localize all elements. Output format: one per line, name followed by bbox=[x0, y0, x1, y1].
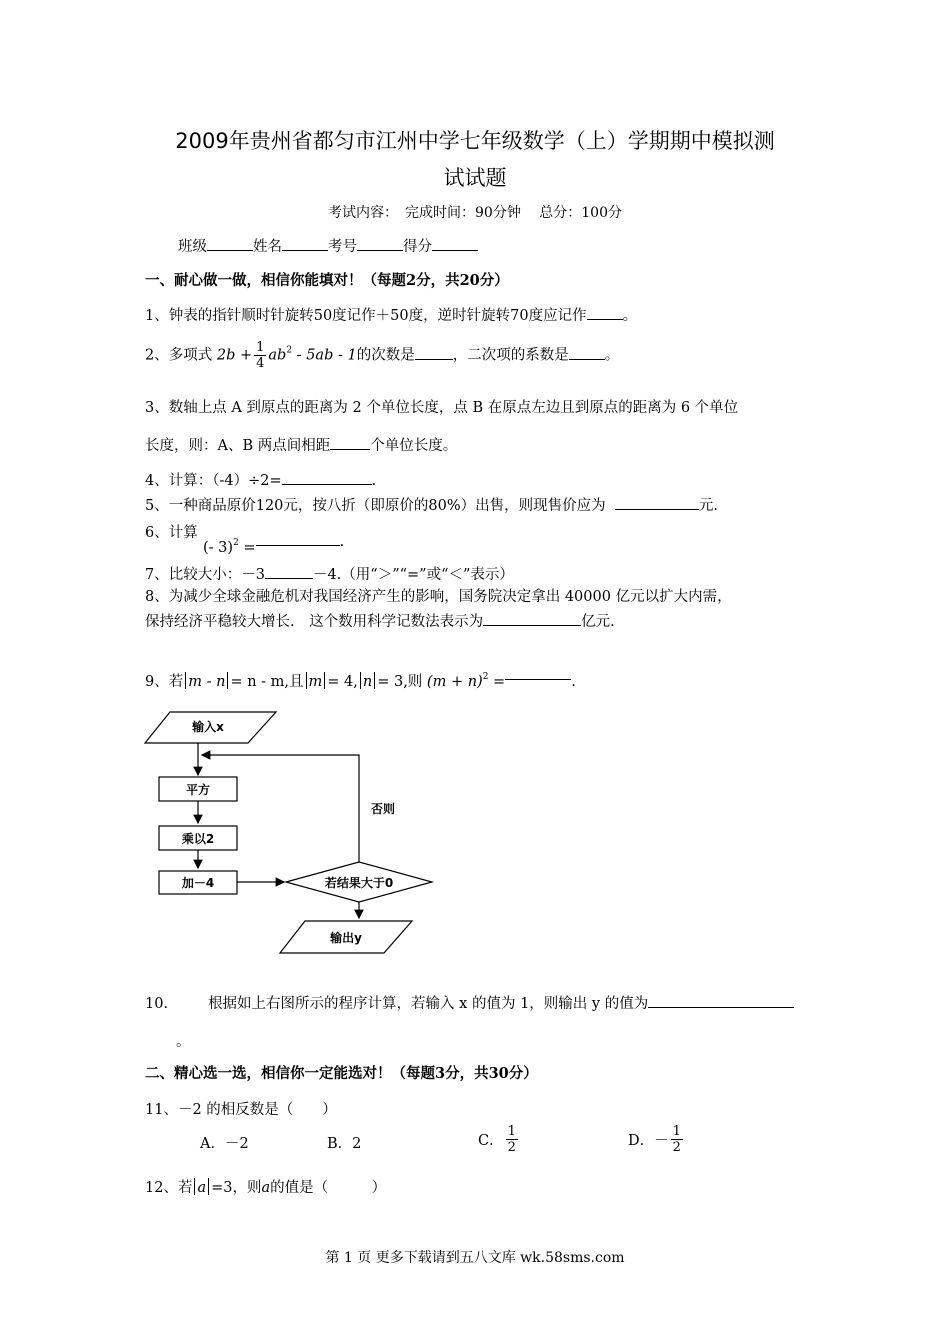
q12-mid: 则 bbox=[246, 1180, 262, 1196]
name-label: 姓名 bbox=[253, 239, 282, 255]
q2-fraction bbox=[254, 340, 266, 371]
q3-blank[interactable] bbox=[330, 434, 370, 450]
q9-conj3: ,则 bbox=[403, 674, 423, 690]
number-label: 考号 bbox=[328, 239, 357, 255]
q11-option-d bbox=[628, 1124, 685, 1155]
q9-eq: = bbox=[493, 674, 506, 690]
q9-prefix: 9、若 bbox=[145, 674, 184, 690]
score-label: 得分 bbox=[403, 239, 432, 255]
question-4 bbox=[145, 469, 376, 490]
square-label: 平方 bbox=[185, 783, 211, 797]
title-line-1: 2009年贵州省都匀市江州中学七年级数学（上）学期期中模拟测 bbox=[175, 129, 775, 153]
q4-end: . bbox=[371, 473, 377, 489]
q9-abs-bar bbox=[185, 672, 186, 689]
q3-text-a: 长度，则：A、B 两点间相距 bbox=[145, 438, 331, 454]
q12-eq: =3， bbox=[211, 1180, 247, 1196]
q2-frac-den: 4 bbox=[256, 356, 265, 371]
q1-end: 。 bbox=[622, 308, 638, 324]
q12-var: a bbox=[197, 1180, 207, 1196]
q2-term3: - 5ab - 1 bbox=[292, 347, 357, 364]
q11-d-den: 2 bbox=[672, 1140, 681, 1155]
score-blank[interactable] bbox=[432, 235, 478, 251]
q9-exponent: 2 bbox=[482, 672, 489, 682]
q11-option-c bbox=[478, 1124, 520, 1155]
q9-conj1: ,且 bbox=[284, 674, 304, 690]
q8-end: 亿元. bbox=[581, 614, 615, 630]
q10-number: 10. bbox=[145, 996, 169, 1012]
question-12 bbox=[145, 1176, 386, 1197]
q10-text: 根据如上右图所示的程序计算，若输入 x 的值为 1，则输出 y 的值为 bbox=[208, 996, 649, 1012]
q9-abs-bar bbox=[374, 672, 375, 689]
class-label: 班级 bbox=[178, 239, 207, 255]
q4-text: 4、计算：（-4）÷2= bbox=[145, 473, 282, 489]
exam-info: 考试内容： 完成时间：90分钟 总分：100分 bbox=[328, 205, 622, 221]
q9-abs-bar bbox=[360, 672, 361, 689]
q12-var2: a bbox=[261, 1180, 271, 1196]
q3-line2 bbox=[145, 434, 457, 455]
q4-blank[interactable] bbox=[282, 469, 372, 485]
class-blank[interactable] bbox=[207, 235, 253, 251]
program-flowchart bbox=[140, 705, 440, 963]
q9-expr1b: = n - m bbox=[230, 674, 285, 690]
q2-blank2[interactable] bbox=[569, 344, 605, 360]
q9-blank[interactable] bbox=[505, 664, 571, 680]
q6-eq: = bbox=[243, 540, 256, 556]
q11-option-b: B．2 bbox=[327, 1136, 362, 1152]
q11-option-a: A．－2 bbox=[200, 1136, 249, 1152]
q10-blank[interactable] bbox=[648, 992, 794, 1008]
q9-conj2: , bbox=[353, 674, 358, 690]
q6-blank[interactable] bbox=[256, 530, 340, 546]
q5-end: 元. bbox=[698, 498, 718, 514]
add-label: 加－4 bbox=[181, 876, 215, 890]
question-7 bbox=[145, 563, 514, 584]
q9-expr3: n bbox=[362, 674, 373, 690]
q5-blank[interactable] bbox=[615, 494, 699, 510]
multiply-label: 乘以2 bbox=[181, 832, 215, 846]
q9-expr2b: = 4 bbox=[327, 674, 354, 690]
q11-c-den: 2 bbox=[507, 1140, 516, 1155]
q9-abs-bar bbox=[324, 672, 325, 689]
question-1 bbox=[145, 304, 637, 325]
q2-term2: ab bbox=[268, 347, 287, 364]
q12-abs-bar bbox=[208, 1178, 209, 1195]
q2-blank1[interactable] bbox=[415, 344, 453, 360]
else-label: 否则 bbox=[370, 802, 396, 816]
q11-text: 11、－2 的相反数是（ ） bbox=[145, 1102, 337, 1118]
q3-line1: 3、数轴上点 A 到原点的距离为 2 个单位长度，点 B 在原点左边且到原点的距离为 6 个单位 bbox=[145, 400, 739, 416]
output-label: 输出y bbox=[330, 931, 362, 945]
q11-d-num: 1 bbox=[672, 1124, 681, 1139]
q8-line1: 8、为减少全球金融危机对我国经济产生的影响，国务院决定拿出 40000 亿元以扩大内需， bbox=[145, 589, 732, 605]
q9-end: . bbox=[571, 674, 576, 690]
q2-exponent: 2 bbox=[286, 345, 293, 356]
q11-c-num: 1 bbox=[507, 1124, 516, 1139]
section1-heading: 一、耐心做一做，相信你能填对！（每题2分，共20分） bbox=[145, 272, 509, 289]
title-line-2: 试试题 bbox=[443, 166, 507, 190]
question-10 bbox=[145, 992, 794, 1013]
q10-end: 。 bbox=[176, 1034, 191, 1050]
q12-abs-bar bbox=[194, 1178, 195, 1195]
q2-end: 。 bbox=[604, 347, 620, 364]
q8-blank[interactable] bbox=[483, 610, 581, 626]
q2-mid: 的次数是 bbox=[356, 347, 415, 364]
question-9 bbox=[145, 664, 576, 691]
q1-blank[interactable] bbox=[587, 304, 623, 320]
q1-text: 1、钟表的指针顺时针旋转50度记作＋50度，逆时针旋转70度应记作 bbox=[145, 308, 587, 324]
q7-text-b: －4.（用“＞”“=”或“＜”表示） bbox=[312, 567, 514, 583]
q11-c-label: C． bbox=[478, 1133, 504, 1149]
question-2 bbox=[145, 340, 619, 371]
q11-d-label: D．－ bbox=[628, 1133, 669, 1149]
q5-text: 5、一种商品原价120元，按八折（即原价的80%）出售，则现售价应为 bbox=[145, 498, 606, 514]
q12-end: 的值是（ ） bbox=[270, 1180, 387, 1196]
q6-prefix: 6、计算 bbox=[145, 525, 198, 541]
q6-end: . bbox=[339, 534, 345, 550]
q2-mid2: ，二次项的系数是 bbox=[452, 347, 569, 364]
section2-heading: 二、精心选一选，相信你一定能选对！（每题3分，共30分） bbox=[145, 1065, 538, 1082]
q3-text-b: 个单位长度。 bbox=[370, 438, 458, 454]
q9-expr1: m - n bbox=[188, 674, 226, 690]
q9-abs-bar bbox=[306, 672, 307, 689]
question-6-expr bbox=[203, 530, 344, 556]
name-blank[interactable] bbox=[282, 235, 328, 251]
q11-d-fraction bbox=[671, 1124, 683, 1155]
question-5 bbox=[145, 494, 718, 515]
q11-c-fraction bbox=[506, 1124, 518, 1155]
q9-abs-bar bbox=[227, 672, 228, 689]
q9-expr2: m bbox=[308, 674, 323, 690]
q2-prefix: 2、多项式 bbox=[145, 347, 213, 364]
page-footer: 第 1 页 更多下载请到五八文库 wk.58sms.com bbox=[325, 1250, 625, 1266]
q12-prefix: 12、若 bbox=[145, 1180, 193, 1196]
student-fields bbox=[178, 235, 478, 256]
q6-exponent: 2 bbox=[233, 538, 239, 548]
q7-text-a: 7、比较大小：－3 bbox=[145, 567, 265, 583]
q2-frac-num: 1 bbox=[256, 340, 265, 355]
q8-line2 bbox=[145, 610, 615, 631]
q9-expr3b: = 3 bbox=[377, 674, 404, 690]
input-label: 输入x bbox=[192, 720, 224, 734]
q2-term1: 2b + bbox=[216, 347, 253, 364]
q7-blank[interactable] bbox=[265, 563, 313, 579]
q9-expr4: (m + n) bbox=[426, 674, 483, 690]
condition-label: 若结果大于0 bbox=[324, 876, 394, 890]
q8-text: 保持经济平稳较大增长. 这个数用科学记数法表示为 bbox=[145, 614, 484, 630]
q6-expr: (- 3) bbox=[203, 540, 234, 556]
number-blank[interactable] bbox=[357, 235, 403, 251]
